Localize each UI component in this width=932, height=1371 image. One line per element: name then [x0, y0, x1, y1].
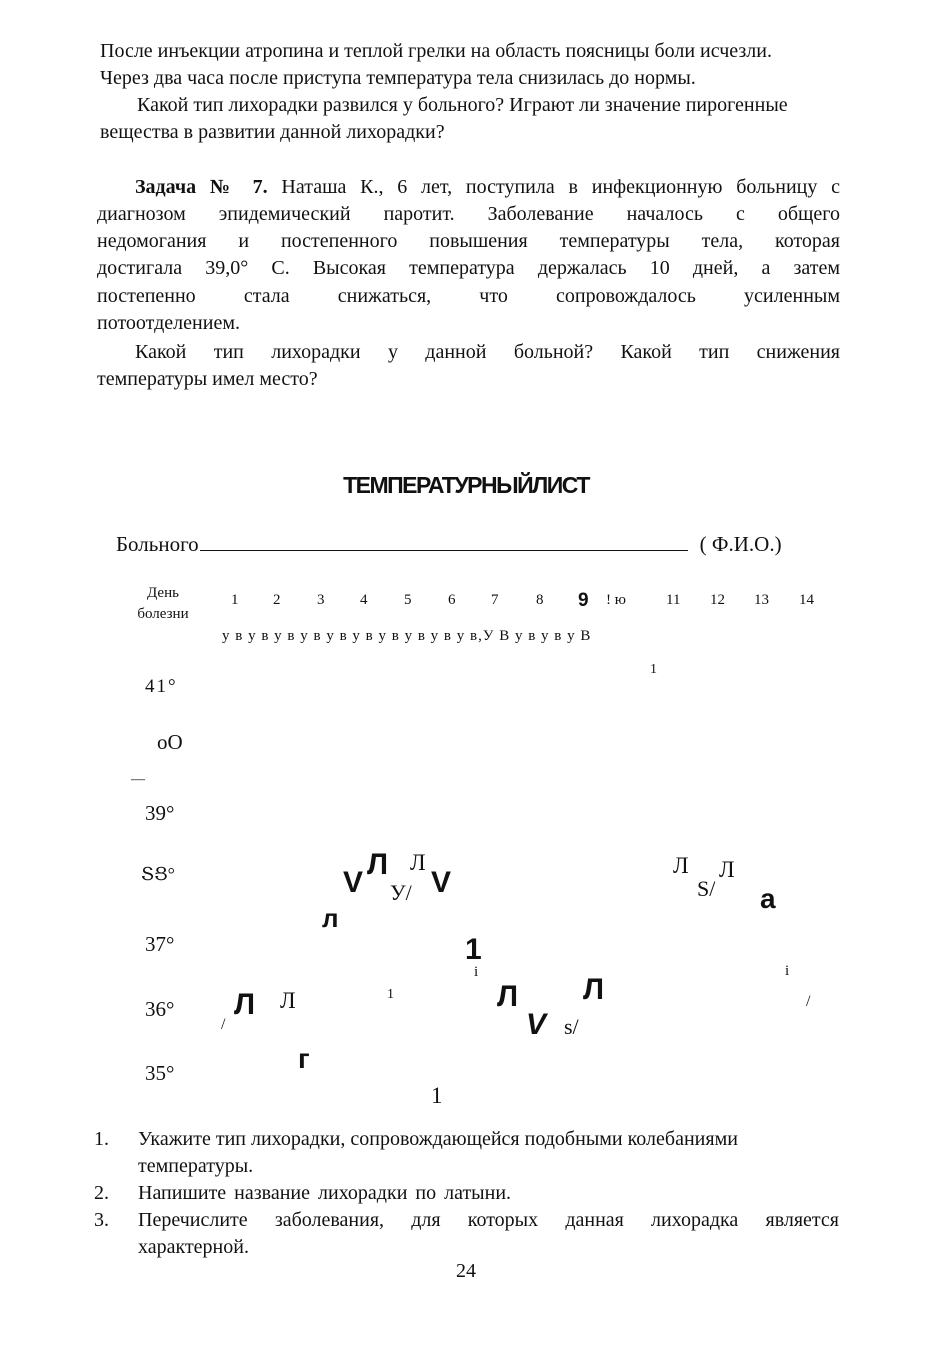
intro-line-2: Через два часа после приступа температура тела снизилась до нормы. [100, 67, 696, 89]
mark-21: / [221, 1016, 226, 1033]
mark-19: s/ [564, 1014, 579, 1039]
sheet-title: ТЕМПЕРАТУРНЫЙЛИСТ [343, 472, 589, 498]
intro-question-line-2: вещества в развитии данной лихорадки? [100, 121, 445, 143]
tick-40: оО [157, 730, 183, 754]
intro-question-line-1: Какой тип лихорадки развился у больного? Играют ли значение пирогенные [137, 94, 788, 116]
day-9: 9 [578, 590, 589, 611]
day-8: 8 [536, 592, 544, 608]
day-header [125, 583, 201, 625]
task7-label: Задача № 7. [135, 176, 268, 198]
question-1-line-1: Укажите тип лихорадки, сопровождающейся подобными колебаниями [138, 1128, 738, 1150]
mark-7: Л [673, 853, 689, 878]
day-13: 13 [754, 592, 769, 608]
task7-line-1 [97, 174, 840, 201]
page-number: 24 [456, 1260, 476, 1282]
tick-39: 39° [145, 801, 175, 825]
mark-4: У/ [390, 880, 412, 905]
morning-evening-row: у в у в у в у в у в у в у в у в у в у в,У В у в у в у В [222, 628, 592, 644]
tick-dash: — [131, 772, 145, 787]
day-10: ! ю [606, 592, 626, 608]
mark-14: Л [234, 988, 256, 1021]
task7-line-3: недомогания и постепенного повышения температуры тела, которая [97, 230, 840, 252]
mark-18: V [526, 1008, 547, 1041]
tick-35: 35° [145, 1061, 175, 1085]
mark-22: / [806, 993, 811, 1010]
task7-line-1-text: Наташа К., 6 лет, поступила в инфекционную больницу с [281, 176, 841, 198]
mark-9: Л [719, 857, 735, 882]
mark-24: 1 [431, 1083, 443, 1108]
task7-line-6: потоотделением. [97, 312, 240, 334]
day-header-line-1: День [147, 585, 179, 601]
question-1-line-2: температуры. [138, 1155, 254, 1177]
patient-label: Больного [116, 532, 199, 556]
tick-41: 41° [145, 676, 178, 697]
mark-17: Л [497, 980, 519, 1013]
patient-name-blank [200, 532, 688, 551]
mark-12: i [474, 964, 479, 980]
tick-36: 36° [145, 997, 175, 1021]
mark-6: л [322, 903, 339, 933]
mark-1: V [343, 866, 364, 899]
question-3-line-1: Перечислите заболевания, для которых данная лихорадка является [138, 1209, 839, 1231]
task7-question-1: Какой тип лихорадки у данной больной? Какой тип снижения [135, 341, 840, 363]
day-12: 12 [710, 592, 725, 608]
day-5: 5 [404, 592, 412, 608]
day-2: 2 [273, 592, 281, 608]
day-14: 14 [799, 592, 814, 608]
question-2-line-1: Напишите название лихорадки по латыни. [138, 1182, 512, 1204]
mark-5: V [431, 866, 452, 899]
patient-line [116, 532, 782, 557]
question-2-number: 2. [94, 1182, 109, 1204]
day-header-line-2: болезни [137, 606, 189, 622]
mark-11: 1 [465, 933, 482, 966]
mark-8: S/ [697, 876, 716, 901]
slot-note: 1 [650, 662, 657, 677]
day-6: 6 [448, 592, 456, 608]
mark-23: г [298, 1043, 310, 1074]
intro-line-1: После инъекции атропина и теплой грелки на область поясницы боли исчезли. [100, 40, 772, 62]
task7-line-5: постепенно стала снижаться, что сопровождалось усиленным [97, 285, 840, 307]
day-11: 11 [666, 592, 681, 608]
mark-15: Л [280, 988, 296, 1013]
tick-38: ՏՑ° [141, 864, 175, 884]
task7-line-4: достигала 39,0° С. Высокая температура держалась 10 дней, а затем [97, 257, 840, 279]
task7-line-2: диагнозом эпидемический паротит. Заболевание началось с общего [97, 203, 840, 225]
task7-question-2: температуры имел место? [97, 368, 318, 390]
day-1: 1 [231, 592, 239, 608]
mark-2: Л [367, 848, 389, 881]
mark-20: Л [583, 973, 605, 1006]
mark-10: a [760, 883, 776, 914]
mark-16: 1 [387, 987, 394, 1002]
question-1-number: 1. [94, 1128, 109, 1150]
day-4: 4 [360, 592, 368, 608]
mark-3: Л [410, 850, 426, 875]
question-3-line-2: характерной. [138, 1236, 249, 1258]
mark-13: i [785, 963, 790, 979]
question-3-number: 3. [94, 1209, 109, 1231]
tick-37: 37° [145, 932, 175, 956]
day-3: 3 [317, 592, 325, 608]
day-7: 7 [491, 592, 499, 608]
fio-note: ( Ф.И.О.) [699, 532, 782, 556]
